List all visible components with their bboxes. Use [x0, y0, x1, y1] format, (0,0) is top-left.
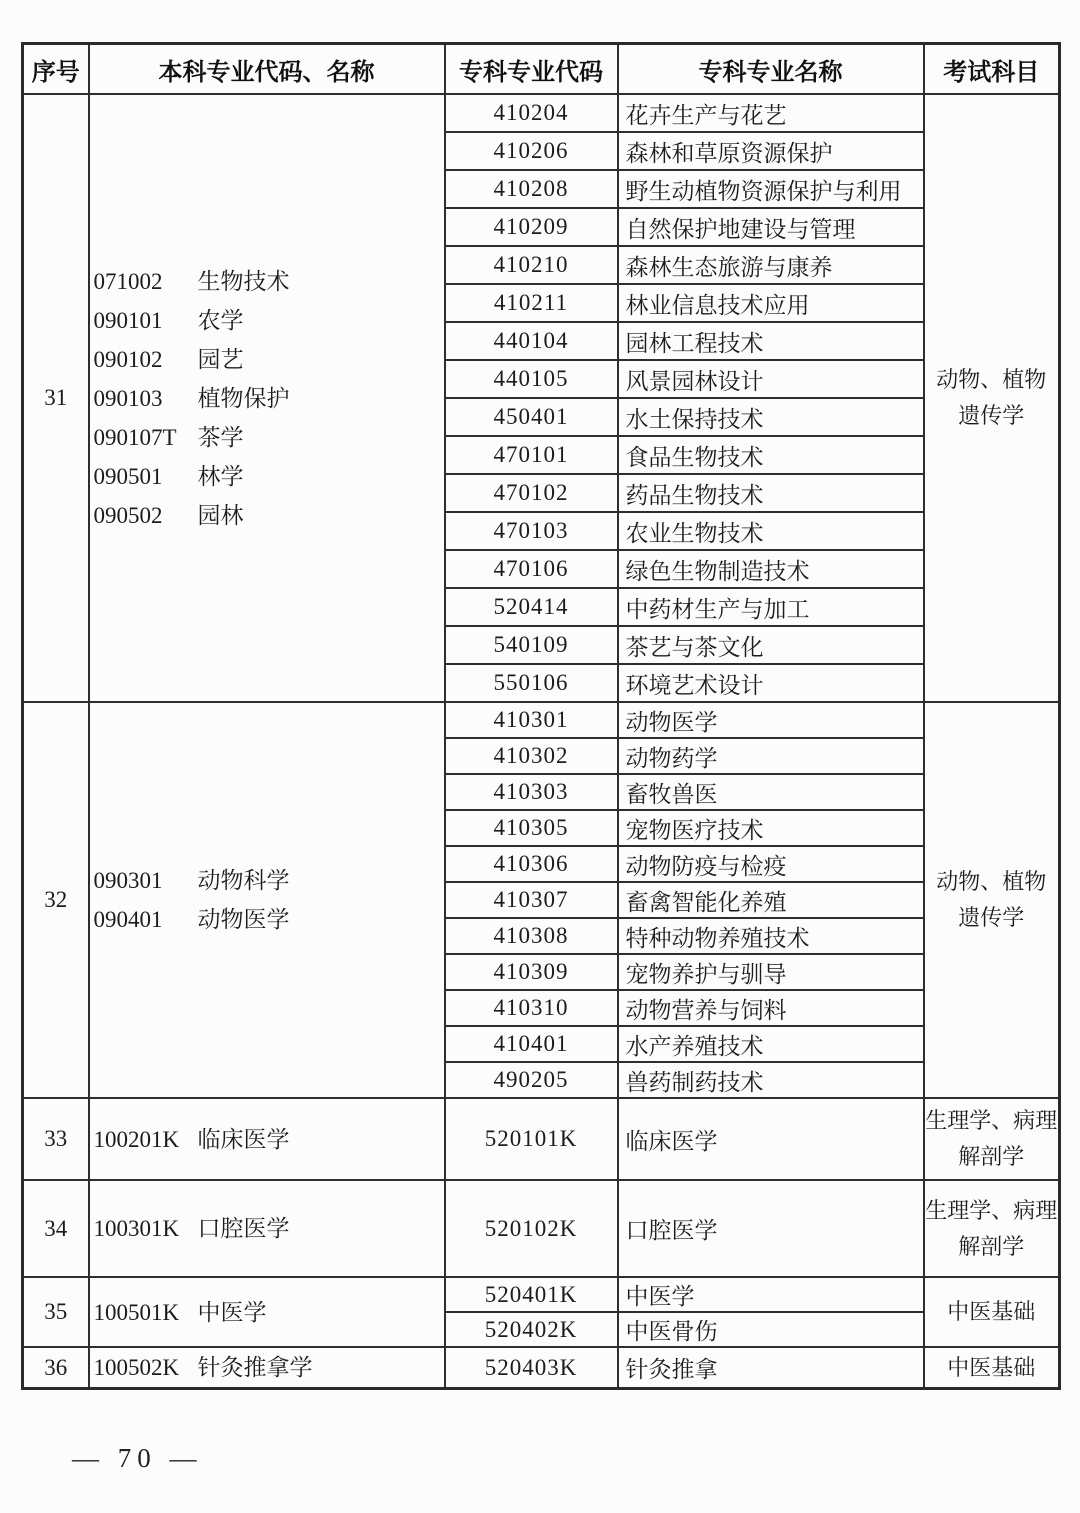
undergrad-major-name: 临床医学 [197, 1126, 290, 1152]
college-major-name: 自然保护地建设与管理 [618, 208, 924, 246]
undergrad-major-line [94, 1293, 444, 1332]
undergrad-major-name: 茶学 [197, 424, 244, 450]
exam-subject-cell [924, 1180, 1060, 1277]
college-major-name: 特种动物养殖技术 [618, 918, 924, 954]
college-major-name: 口腔医学 [618, 1180, 924, 1277]
seq-number: 35 [23, 1277, 89, 1347]
college-major-name: 绿色生物制造技术 [618, 550, 924, 588]
college-major-code: 520102K [445, 1180, 618, 1277]
majors-table [21, 42, 1061, 1390]
exam-subject-cell [924, 1347, 1060, 1389]
college-major-code: 520101K [445, 1098, 618, 1180]
table-header-row [23, 44, 1060, 95]
college-major-name: 环境艺术设计 [618, 664, 924, 702]
college-major-name: 森林和草原资源保护 [618, 132, 924, 170]
undergrad-major-code: 090101 [93, 307, 163, 333]
undergrad-major-code: 090401 [93, 907, 163, 932]
college-major-code: 410309 [445, 954, 618, 990]
undergrad-major-name: 中医学 [197, 1299, 267, 1325]
college-major-code: 520402K [445, 1312, 618, 1347]
undergrad-major-name: 园艺 [197, 346, 244, 372]
undergrad-major-line [94, 379, 444, 418]
column-header-college-name: 专科专业名称 [618, 44, 924, 95]
exam-subject-cell [924, 1098, 1060, 1180]
college-major-code: 540109 [445, 626, 618, 664]
college-major-name: 风景园林设计 [618, 360, 924, 398]
undergrad-major-line [94, 1120, 444, 1159]
exam-subject-cell [924, 94, 1060, 702]
college-major-name: 农业生物技术 [618, 512, 924, 550]
seq-number: 34 [23, 1180, 89, 1277]
undergrad-major-line [94, 1348, 444, 1387]
college-major-code: 520414 [445, 588, 618, 626]
college-major-name: 宠物养护与驯导 [618, 954, 924, 990]
college-major-code: 550106 [445, 664, 618, 702]
college-major-name: 动物营养与饲料 [618, 990, 924, 1026]
college-major-name: 中药材生产与加工 [618, 588, 924, 626]
undergrad-majors-cell [89, 94, 445, 702]
college-major-code: 410310 [445, 990, 618, 1026]
table-row [23, 702, 1060, 738]
exam-subject-line: 中医基础 [947, 1354, 1036, 1380]
college-major-code: 410306 [445, 846, 618, 882]
undergrad-major-name: 口腔医学 [197, 1216, 290, 1241]
college-major-code: 410301 [445, 702, 618, 738]
college-major-code: 410206 [445, 132, 618, 170]
college-major-name: 水土保持技术 [618, 398, 924, 436]
college-major-name: 宠物医疗技术 [618, 810, 924, 846]
college-major-name: 水产养殖技术 [618, 1026, 924, 1062]
exam-subject-line: 遗传学 [958, 403, 1025, 428]
undergrad-major-name: 生物技术 [197, 268, 290, 294]
exam-subject-line: 动物、植物 [936, 367, 1047, 392]
undergrad-major-code: 100201K [93, 1126, 180, 1152]
undergrad-major-line [94, 457, 444, 496]
college-major-code: 410401 [445, 1026, 618, 1062]
undergrad-major-name: 动物科学 [197, 868, 290, 893]
undergrad-major-code: 100501K [93, 1299, 180, 1325]
college-major-name: 野生动植物资源保护与利用 [618, 170, 924, 208]
undergrad-major-line [94, 340, 444, 379]
college-major-code: 410303 [445, 774, 618, 810]
column-header-exam-subject: 考试科目 [924, 44, 1060, 95]
college-major-name: 林业信息技术应用 [618, 284, 924, 322]
college-major-code: 450401 [445, 398, 618, 436]
seq-number: 31 [23, 94, 89, 702]
table-row [23, 94, 1060, 132]
college-major-name: 中医学 [618, 1277, 924, 1312]
exam-subject-line: 中医基础 [947, 1299, 1036, 1324]
undergrad-major-code: 071002 [93, 268, 163, 294]
college-major-code: 410307 [445, 882, 618, 918]
exam-subject-line: 解剖学 [958, 1233, 1025, 1259]
table-body [23, 94, 1060, 1389]
college-major-name: 动物防疫与检疫 [618, 846, 924, 882]
undergrad-major-code: 090502 [93, 502, 163, 528]
undergrad-major-code: 090501 [93, 463, 163, 489]
undergrad-major-code: 090102 [93, 346, 163, 372]
college-major-name: 食品生物技术 [618, 436, 924, 474]
college-major-code: 470106 [445, 550, 618, 588]
college-major-name: 动物医学 [618, 702, 924, 738]
college-major-code: 410211 [445, 284, 618, 322]
college-major-code: 410305 [445, 810, 618, 846]
college-major-code: 440104 [445, 322, 618, 360]
undergrad-major-code: 090103 [93, 385, 163, 411]
undergrad-majors-cell [89, 702, 445, 1098]
college-major-name: 针灸推拿 [618, 1347, 924, 1389]
undergrad-major-line [94, 262, 444, 301]
undergrad-major-code: 090107T [93, 424, 177, 450]
undergrad-major-name: 针灸推拿学 [197, 1355, 313, 1380]
table-row [23, 1347, 1060, 1389]
undergrad-major-code: 090301 [93, 868, 163, 893]
undergrad-major-line [94, 496, 444, 535]
college-major-name: 动物药学 [618, 738, 924, 774]
column-header-college-code: 专科专业代码 [445, 44, 618, 95]
college-major-name: 园林工程技术 [618, 322, 924, 360]
undergrad-major-name: 林学 [197, 463, 244, 489]
exam-subject-line: 生理学、病理 [925, 1197, 1058, 1223]
college-major-code: 470103 [445, 512, 618, 550]
table-row [23, 1180, 1060, 1277]
undergrad-major-code: 100301K [93, 1216, 180, 1241]
exam-subject-line: 遗传学 [958, 905, 1025, 930]
undergrad-majors-cell [89, 1180, 445, 1277]
college-major-code: 520401K [445, 1277, 618, 1312]
undergrad-major-line [94, 301, 444, 340]
college-major-name: 森林生态旅游与康养 [618, 246, 924, 284]
undergrad-major-name: 动物医学 [197, 907, 290, 932]
undergrad-major-line [94, 861, 444, 900]
undergrad-major-name: 植物保护 [197, 385, 290, 411]
undergrad-major-line [94, 418, 444, 457]
college-major-code: 410210 [445, 246, 618, 284]
undergrad-major-code: 100502K [93, 1355, 180, 1380]
college-major-code: 410209 [445, 208, 618, 246]
college-major-code: 470101 [445, 436, 618, 474]
college-major-code: 470102 [445, 474, 618, 512]
college-major-code: 440105 [445, 360, 618, 398]
college-major-code: 410204 [445, 94, 618, 132]
undergrad-majors-cell [89, 1277, 445, 1347]
table-row [23, 1277, 1060, 1312]
college-major-code: 410308 [445, 918, 618, 954]
seq-number: 36 [23, 1347, 89, 1389]
undergrad-majors-cell [89, 1098, 445, 1180]
table-row [23, 1098, 1060, 1180]
exam-subject-cell [924, 1277, 1060, 1347]
college-major-code: 410302 [445, 738, 618, 774]
undergrad-major-name: 园林 [197, 502, 244, 528]
college-major-name: 中医骨伤 [618, 1312, 924, 1347]
exam-subject-line: 动物、植物 [936, 869, 1047, 894]
exam-subject-cell [924, 702, 1060, 1098]
seq-number: 33 [23, 1098, 89, 1180]
college-major-name: 畜禽智能化养殖 [618, 882, 924, 918]
college-major-name: 茶艺与茶文化 [618, 626, 924, 664]
college-major-name: 畜牧兽医 [618, 774, 924, 810]
undergrad-major-name: 农学 [197, 307, 244, 333]
college-major-name: 临床医学 [618, 1098, 924, 1180]
college-major-code: 520403K [445, 1347, 618, 1389]
college-major-name: 药品生物技术 [618, 474, 924, 512]
undergrad-major-line [94, 900, 444, 939]
college-major-code: 490205 [445, 1062, 618, 1098]
seq-number: 32 [23, 702, 89, 1098]
college-major-code: 410208 [445, 170, 618, 208]
column-header-seq: 序号 [23, 44, 89, 95]
column-header-undergrad-code-name: 本科专业代码、名称 [89, 44, 445, 95]
undergrad-majors-cell [89, 1347, 445, 1389]
exam-subject-line: 解剖学 [958, 1144, 1025, 1169]
college-major-name: 兽药制药技术 [618, 1062, 924, 1098]
page-number: — 70 — [72, 1443, 203, 1473]
college-major-name: 花卉生产与花艺 [618, 94, 924, 132]
undergrad-major-line [94, 1209, 444, 1248]
exam-subject-line: 生理学、病理 [925, 1108, 1058, 1133]
